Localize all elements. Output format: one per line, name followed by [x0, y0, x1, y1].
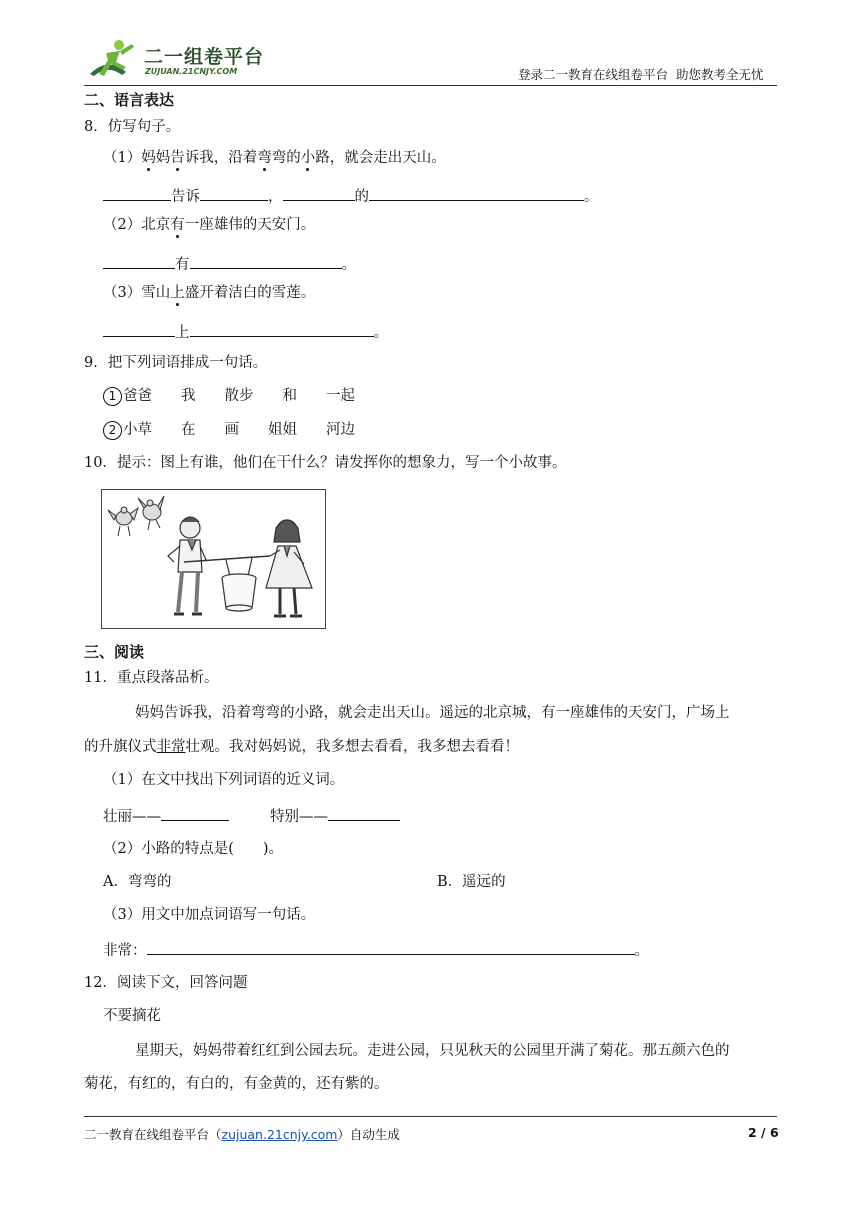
q11-synonym-1: 壮丽—— — [103, 805, 229, 827]
logo-url: ZUJUAN.21CNJY.COM — [145, 67, 238, 76]
blank[interactable] — [328, 805, 400, 821]
q8-answer-3: 上 。 — [103, 321, 388, 343]
illustration-children-carrying-bucket — [101, 489, 326, 629]
q11-synonym-2: 特别—— — [270, 805, 400, 827]
q8-answer-1: 告诉 ， 的 。 — [103, 185, 599, 207]
q11-sub-1: （1）在文中找出下列词语的近义词。 — [103, 772, 345, 788]
page-number: 2 / 6 — [748, 1125, 779, 1140]
q9-group-1: 1 爸爸 我 散步 和 一起 — [103, 386, 355, 406]
q12-paragraph-line-1: 星期天，妈妈带着红红到公园去玩。走进公园，只见秋天的公园里开满了菊花。那五颜六色的 — [135, 1043, 730, 1059]
q8-sentence-1: （1）妈妈告诉我，沿着弯弯的小路，就会走出天山。 — [103, 150, 446, 166]
q11-sub-2: （2）小路的特点是( )。 — [103, 841, 284, 857]
q12-stem: 12．阅读下文，回答问题 — [84, 975, 248, 991]
q12-title: 不要摘花 — [103, 1008, 161, 1024]
q8-answer-2: 有 。 — [103, 253, 356, 275]
section-title-3: 三、阅读 — [84, 643, 145, 661]
q11-option-a[interactable]: A．弯弯的 — [103, 874, 172, 890]
blank[interactable] — [190, 253, 342, 269]
logo-title: 二一组卷平台 — [144, 46, 265, 68]
q11-paragraph-line-1: 妈妈告诉我，沿着弯弯的小路，就会走出天山。遥远的北京城，有一座雄伟的天安门，广场上 — [135, 705, 730, 721]
blank[interactable] — [103, 253, 175, 269]
q11-stem: 11．重点段落品析。 — [84, 670, 219, 686]
blank[interactable] — [103, 185, 171, 201]
q8-sentence-2: （2）北京有一座雄伟的天安门。 — [103, 217, 316, 233]
q9-stem: 9．把下列词语排成一句话。 — [84, 355, 268, 371]
blank[interactable] — [147, 939, 635, 955]
blank[interactable] — [103, 321, 175, 337]
q8-stem: 8．仿写句子。 — [84, 119, 181, 135]
blank[interactable] — [190, 321, 374, 337]
blank[interactable] — [200, 185, 268, 201]
logo — [86, 36, 286, 82]
circled-number: 2 — [103, 421, 122, 440]
header-slogan: 登录二一教育在线组卷平台 助您教考全无忧 — [518, 67, 764, 82]
q12-paragraph-line-2: 菊花，有红的，有白的，有金黄的，还有紫的。 — [84, 1076, 389, 1092]
footer-link[interactable]: zujuan.21cnjy.com — [221, 1127, 338, 1142]
section-title-2: 二、语言表达 — [84, 91, 175, 109]
q10-stem: 10．提示：图上有谁，他们在干什么？请发挥你的想象力，写一个小故事。 — [84, 455, 567, 471]
header-rule — [84, 85, 777, 86]
footer-text: 二一教育在线组卷平台（zujuan.21cnjy.com）自动生成 — [84, 1127, 400, 1142]
underlined-word: 非常 — [156, 739, 186, 755]
q8-sentence-3: （3）雪山上盛开着洁白的雪莲。 — [103, 285, 316, 301]
runner-logo-icon — [86, 36, 142, 82]
footer-rule — [84, 1116, 777, 1117]
blank[interactable] — [283, 185, 355, 201]
blank[interactable] — [161, 805, 229, 821]
children-bucket-illustration-icon — [102, 490, 325, 628]
q11-paragraph-line-2: 的升旗仪式非常壮观。我对妈妈说，我多想去看看，我多想去看看！ — [84, 739, 519, 755]
q11-fill-line: 非常： 。 — [103, 939, 649, 961]
q9-group-2: 2 小草 在 画 姐姐 河边 — [103, 420, 355, 440]
blank[interactable] — [369, 185, 584, 201]
circled-number: 1 — [103, 387, 122, 406]
q11-sub-3: （3）用文中加点词语写一句话。 — [103, 907, 316, 923]
q11-option-b[interactable]: B．遥远的 — [437, 874, 506, 890]
